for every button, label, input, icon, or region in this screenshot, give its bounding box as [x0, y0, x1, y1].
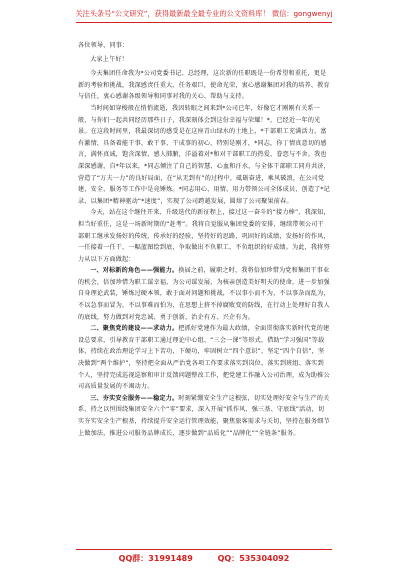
document-body	[78, 40, 330, 439]
section-3-heading: 三、夯实安全服务——稳定力。	[90, 394, 179, 402]
section-2	[78, 323, 330, 393]
section-3-text: 时刻紧绷安全生产这根弦，切实处理好安全与生产的关系，持之以恒围绕集团安全六个“零”要求，深入开展“抓作风、强三基、守底线”活动，切实夯实安全生产根基，持续提升安全运行管理效能，聚焦旅客需求与关切，坚持在服务细节上做加法，推进公司服务品牌成长，逐步做到“品质化”“品牌化”“全链条”服务。	[78, 394, 330, 437]
section-3	[78, 393, 330, 439]
paragraph-2: 当时间如穿梭般在悄悄流逝，我因转眼之间来到*公司已年，好像它才刚刚有关系一般，与你们一起共同经历那些日子，我深刻体会到这份幸福与荣耀！*，已经近一年的光景。在这段时间里，我最深切的感受是在这座青山绿水的土地上，*干部职工充满活力、富有激情，具备着能干事、敢干事、干成事的初心，特别是刚才，*同志，你丁情真意切的感言，满怀真诚，饱含深情，感人肺腑，洋溢着对*和对干部职工的热爱、眷恋与不舍。我也深深感谢，自*年以来，*同志倾注了自己的智慧、心血和汗水，与全体干部职工同舟共济，营造了“万夫一力”的良好局面，在“从无到有”的过程中，砥砺奋进，乘风破浪，在公司党建、安全、服务等工作中是竟锤炼。*同志用心、用情、用力带领公司全体成员，创造了*记录，以集团*精神驱动“*速度”，实现了公司跨越发展，圆熔了公司聚果前春。	[78, 104, 330, 205]
section-2-text: 把抓好党建作为最大政绩，全面贯彻落实新时代党的建设总要求，引导教育干部职工通过理论中心组、“三会一课”等形式，借助“学习强国”等载体，持续在政治理论学习上下苦功，下硬功，牢固树立“四个意识”、坚定“四个自信”，坚决做到“两个维护”，坚持把全面从严治党各项工作要求落实到岗位、落实到班组、落实到个人，坚持完成巡视巡察和审计反馈问题整改工作，把党建工作融入公司治理，成为助推公司高质量发展的不竭动力。	[78, 325, 330, 391]
page-footer	[0, 549, 408, 567]
paragraph-3: 今天，站在这个继往开来、升级迭代的新征程上，接过这一奋斗的“接力棒”，我深知，担当好重任，这是一场新时期的“赶考”。我将自觉服从集团党委的安排，继续带领公司干部职工继承发扬好的传统，传承好的经验，坚持好的思路，巩固好的成绩，发扬好的作风，一任接着一任干，一幅蓝图绘到底，争取做出不负职工、不负组织的好成绩。为此，我将努力从以下方面做起：	[78, 209, 330, 263]
section-1-text: 换届之前，履职之时，我将倍加珍惜为党和集团干事业的机会，倍加珍惜为职工谋幸福、为公司谋发展，为核亲创造美好明天的使命，进一步加强自身理论武装，锤炼过硬本领，敢于面对问题和挑战，不以事小而不为，不以事杂而乱为，不以急事而冒为，不以事难而怕为，在思想上挤不掉腐败变的防线，在行动上处理好自我人的底线，努力做到对党忠诚、勇于创新、治企有方、兴企有为。	[78, 267, 330, 321]
footer-qq-group: QQ群：31991489	[118, 554, 193, 563]
page-header	[0, 0, 408, 30]
footer-qq: QQ：535304092	[217, 554, 290, 563]
header-banner-text: 关注头条号“公文研究”，获得最新最全最专业的公文资料库！ 微信：gongwenyj	[75, 9, 333, 18]
paragraph-1: 今天集团任命我为*公司党委书记、总经理，这次新的任职既是一份希望和重托，更是新的考验和挑战，我深感责任重大、任务艰巨，使命光荣，衷心感谢集团对我的培养、教育与信任，衷心感谢各级领导和同事对我的关心、帮助与支持。	[78, 70, 330, 101]
footer-divider	[76, 549, 332, 550]
section-1-heading: 一、对标新的角色——强能力。	[90, 267, 179, 275]
section-1	[78, 265, 330, 323]
salutation: 各位领导、同事：	[78, 42, 129, 49]
section-2-heading: 二、聚焦党的建设——求动力。	[90, 325, 179, 333]
header-divider	[76, 22, 332, 23]
footer-contact	[0, 553, 408, 564]
greeting: 大家上午好！	[90, 56, 128, 64]
